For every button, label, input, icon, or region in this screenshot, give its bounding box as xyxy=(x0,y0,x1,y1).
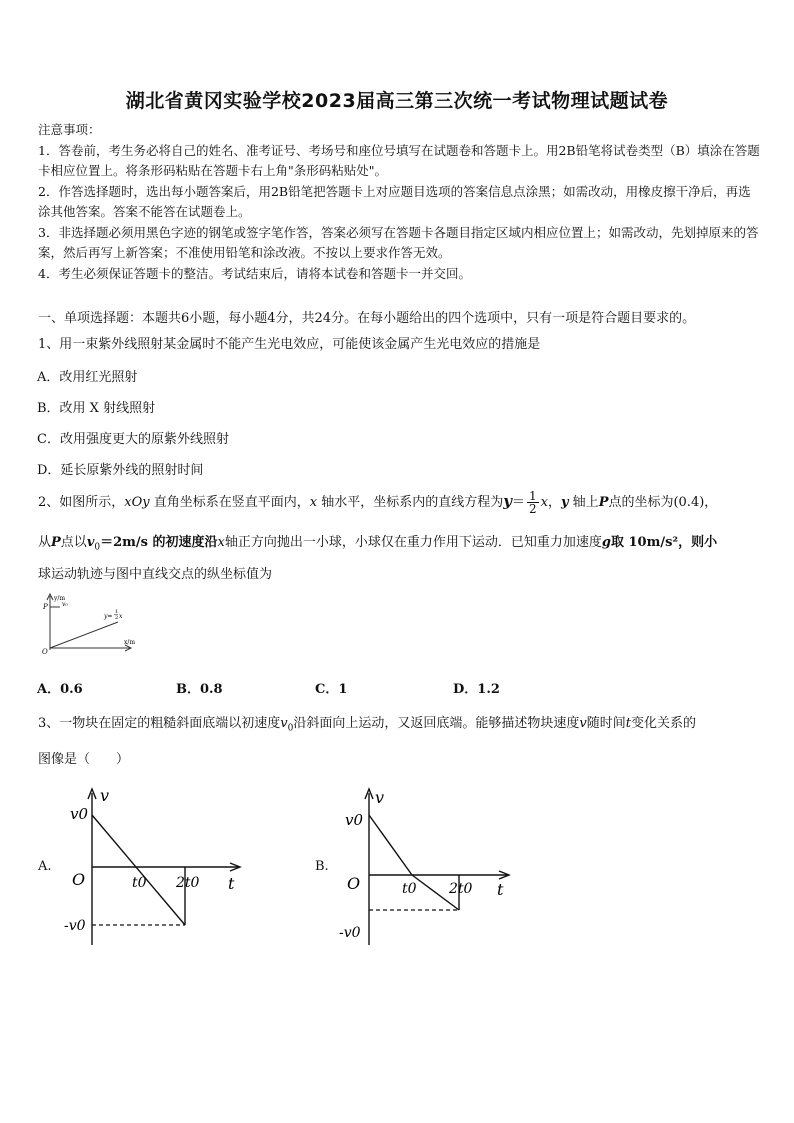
text: 变化关系的 xyxy=(631,716,697,731)
q3-graph-b xyxy=(337,785,522,950)
fraction xyxy=(527,490,539,515)
eq-denominator: 2 xyxy=(115,615,119,621)
var: x xyxy=(217,535,225,550)
var: v xyxy=(579,716,587,731)
text: 点以 xyxy=(60,535,87,550)
q2-option-b: B．0.8 xyxy=(176,682,223,697)
line-y-half-x xyxy=(50,622,118,648)
v-label: v xyxy=(375,788,385,807)
velocity-line-up xyxy=(369,815,412,875)
notice-item-3: 3．非选择题必须用黑色字迹的钢笔或签字笔作答，答案必须写在答题卡各题目指定区域内相应位置上；如需改动，先划掉原来的答案，然后再写上新答案；不准使用铅笔和涂改液。不按以上要求作答无效。 xyxy=(38,224,759,260)
q2-option-c: C．1 xyxy=(315,682,348,697)
fraction-numerator: 1 xyxy=(528,489,537,503)
text: ＝2m/s 的初速度沿 xyxy=(100,535,218,550)
section-heading: 一、单项选择题：本题共6小题，每小题4分，共24分。在每小题给出的四个选项中，只有一项是符合题目要求的。 xyxy=(38,311,696,326)
notice-item-2: 2．作答选择题时，选出每小题答案后，用2B铅笔把答题卡上对应题目选项的答案信息点涂黑；如需改动，用橡皮擦干净后，再选涂其他答案。答案不能答在试题卷上。 xyxy=(38,183,751,219)
y-axis-label: y/m xyxy=(54,595,66,602)
eq-numerator: 1 xyxy=(115,609,119,615)
v-label: v xyxy=(100,786,110,805)
var: y xyxy=(560,495,569,510)
var: xOy xyxy=(124,495,150,510)
question-3-line-1 xyxy=(38,712,696,734)
page-title: 湖北省黄冈实验学校2023届高三第三次统一考试物理试题试卷 xyxy=(125,90,669,112)
var: v xyxy=(280,716,288,731)
var: y xyxy=(503,492,512,510)
text: 沿斜面向上运动，又返回底端。能够描述物块速度 xyxy=(293,716,580,731)
t-label: t xyxy=(228,874,235,893)
notice-item-1: 1．答卷前，考生务必将自己的姓名、准考证号、考场号和座位号填写在试题卷和答题卡上。用2B铅笔将试卷类型（B）填涂在答题卡相应位置上。将条形码粘贴在答题卡右上角"条形码粘贴处"。 xyxy=(38,142,760,178)
t0-label: t0 xyxy=(402,881,417,897)
q3-option-b-label: B. xyxy=(315,859,329,874)
question-1-stem: 1、用一束紫外线照射某金属时不能产生光电效应，可能使该金属产生光电效应的措施是 xyxy=(38,337,541,352)
text: ＝ xyxy=(511,495,525,510)
question-2-line-3: 球运动轨迹与图中直线交点的纵坐标值为 xyxy=(38,567,273,582)
q2-figure xyxy=(36,592,136,656)
text: 3、一物块在固定的粗糙斜面底端以初速度 xyxy=(38,716,281,731)
t0-label: t0 xyxy=(132,875,147,891)
neg-v0-label: -v0 xyxy=(339,925,361,941)
q1-option-d: D．延长原紫外线的照射时间 xyxy=(37,463,204,478)
notice-heading: 注意事项： xyxy=(38,122,101,137)
q2-option-d: D．1.2 xyxy=(453,682,500,697)
text: 轴正方向抛出一小球，小球仅在重力作用下运动．已知重力加速度 xyxy=(224,535,602,550)
text: 2、如图所示， xyxy=(38,495,125,510)
text: 轴水平，坐标系内的直线方程为 xyxy=(317,495,504,510)
neg-v0-label: -v0 xyxy=(64,918,86,934)
t-label: t xyxy=(497,880,504,899)
text: 随时间 xyxy=(586,716,626,731)
q1-option-b: B．改用 X 射线照射 xyxy=(37,401,156,416)
origin-label: O xyxy=(72,870,86,889)
text: 从 xyxy=(38,535,52,550)
var: v xyxy=(86,535,95,550)
q1-option-a: A．改用红光照射 xyxy=(37,370,138,385)
2t0-label: 2t0 xyxy=(176,875,200,891)
notice-item-4: 4．考生必须保证答题卡的整洁。考试结束后，请将本试卷和答题卡一并交回。 xyxy=(38,265,471,281)
fraction-denominator: 2 xyxy=(528,502,537,516)
2t0-label: 2t0 xyxy=(449,881,473,897)
text: 直角坐标系在竖直平面内， xyxy=(149,495,310,510)
point-p-label: P xyxy=(43,603,48,611)
var: x xyxy=(309,495,318,510)
subscript: 0 xyxy=(287,723,294,734)
text: 点的坐标为(0.4)， xyxy=(608,495,718,510)
var: t xyxy=(625,716,631,731)
var: P xyxy=(598,495,609,510)
var: P xyxy=(51,535,61,550)
var: g xyxy=(601,535,611,550)
v0-label: v₀ xyxy=(62,601,68,608)
eq-y: y= xyxy=(104,613,113,620)
notice-section xyxy=(38,120,760,284)
v0-label: v0 xyxy=(345,811,364,829)
question-2-line-1 xyxy=(38,486,717,516)
x-axis-label: x/m xyxy=(124,639,136,646)
velocity-line xyxy=(92,815,185,925)
question-2-line-2 xyxy=(38,531,717,553)
subscript: 0 xyxy=(94,542,101,553)
text: 取 10m/s²，则小 xyxy=(610,535,718,550)
text: 轴上 xyxy=(568,495,599,510)
var: x xyxy=(540,495,548,510)
origin-label: O xyxy=(42,648,48,656)
text: ， xyxy=(547,495,561,510)
question-3-line-2: 图像是（ ） xyxy=(38,752,130,767)
q3-option-a-label: A. xyxy=(38,859,52,874)
q3-graph-a xyxy=(60,785,245,950)
eq-x: x xyxy=(119,613,123,620)
origin-label: O xyxy=(347,874,361,893)
v0-label: v0 xyxy=(70,805,89,823)
q1-option-c: C．改用强度更大的原紫外线照射 xyxy=(37,432,229,447)
q2-option-a: A．0.6 xyxy=(37,682,83,697)
